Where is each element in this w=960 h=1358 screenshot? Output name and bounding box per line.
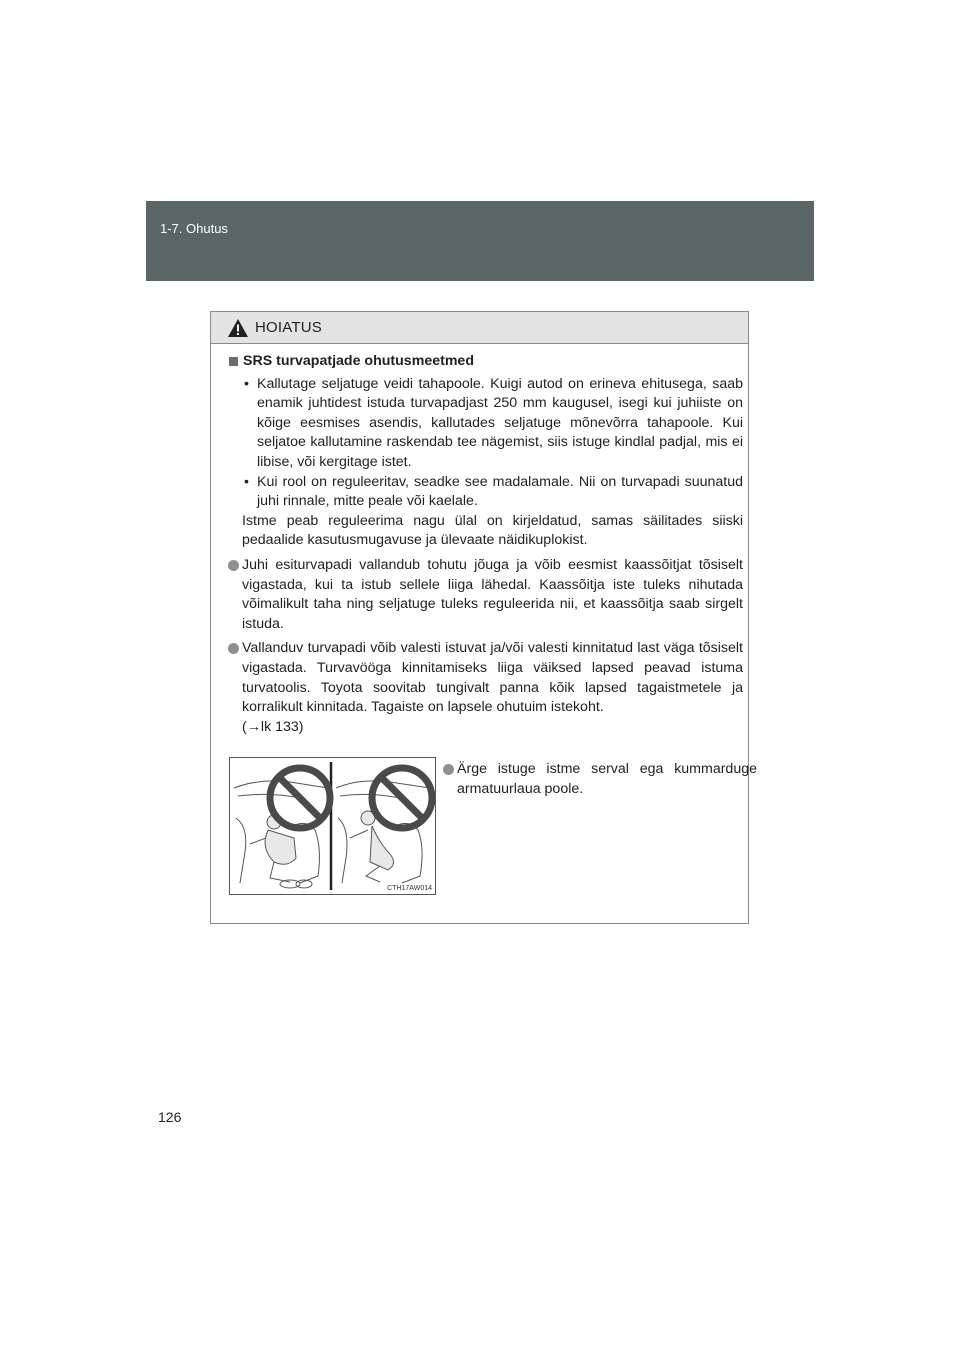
header-band [146,201,814,281]
image-caption: CTH17AW014 [387,885,432,892]
paragraph: Istme peab reguleerima nagu ülal on kirjeldatud, samas säilitades siiski pedaalide kasutusmugavuse ja ülevaate näidikuplokist. [242,512,743,549]
list-item: Vallanduv turvapadi võib valesti istuvat ja/või valesti kinnitatud last väga tõsiselt vigastada. Turvavööga kinnitamiseks liiga väiksed lapsed peavad istuma turvatoolis. Toyota soovitab tungivalt panna kõik lapsed tagaistmetele ja korralikult kinnitada. Tagaiste on lapsele ohutuim istekoht. [228,639,743,717]
warning-box [210,311,757,924]
bullet-item: • Kui rool on reguleeritav, seadke see madalamale. Nii on turvapadi suunatud juhi rinnale, mitte peale või kaelale. [244,473,743,510]
subheading: SRS turvapatjade ohutusmeetmed [228,352,743,372]
circle-bullet-icon [443,764,454,775]
page-number: 126 [158,1109,182,1125]
side-note: Ärge istuge istme serval ega kummarduge armatuurlaua poole. [443,760,757,799]
bullet-dot-icon: • [244,473,249,490]
circle-bullet-icon [228,560,239,571]
warning-triangle-icon [227,318,249,338]
warning-title: HOIATUS [255,319,322,336]
prohibition-icon-right [372,768,432,828]
circle-bullet-icon [228,643,239,654]
page-reference: (→lk 133) [242,718,304,735]
bullet-dot-icon: • [244,375,249,392]
illustration [229,757,436,895]
warning-content [228,352,743,737]
bullet-item: • Kallutage seljatuge veidi tahapoole. Kuigi autod on erineva ehitusega, saab enamik juhtidest istuda turvapadjast 250 mm kaugusel, isegi kui juhiiste on kõige eesmises asendis, kallutades seljatuge mõnevõrra tahapoole. Kui seljatoe kallutamine raskendab tee nägemist, siis istuge kindlal padjal, mis ei libise, või kergitage istet. [244,375,743,470]
square-bullet-icon [229,357,238,366]
seating-illustration [230,758,435,894]
warning-header [211,312,748,344]
right-scene [336,781,430,883]
list-item: Juhi esiturvapadi vallandub tohutu jõuga ja võib eesmist kaassõitjat tõsiselt vigastada, kui ta istub sellele liiga lähedal. Kaassõitja iste tuleks nihutada võimalikult taha ning seljatuge tuleks reguleerida nii, et kaassõitja saab sirgelt istuda. [228,556,743,634]
section-title: 1-7. Ohutus [160,221,228,236]
left-scene [234,781,328,888]
prohibition-icon-left [270,768,330,828]
